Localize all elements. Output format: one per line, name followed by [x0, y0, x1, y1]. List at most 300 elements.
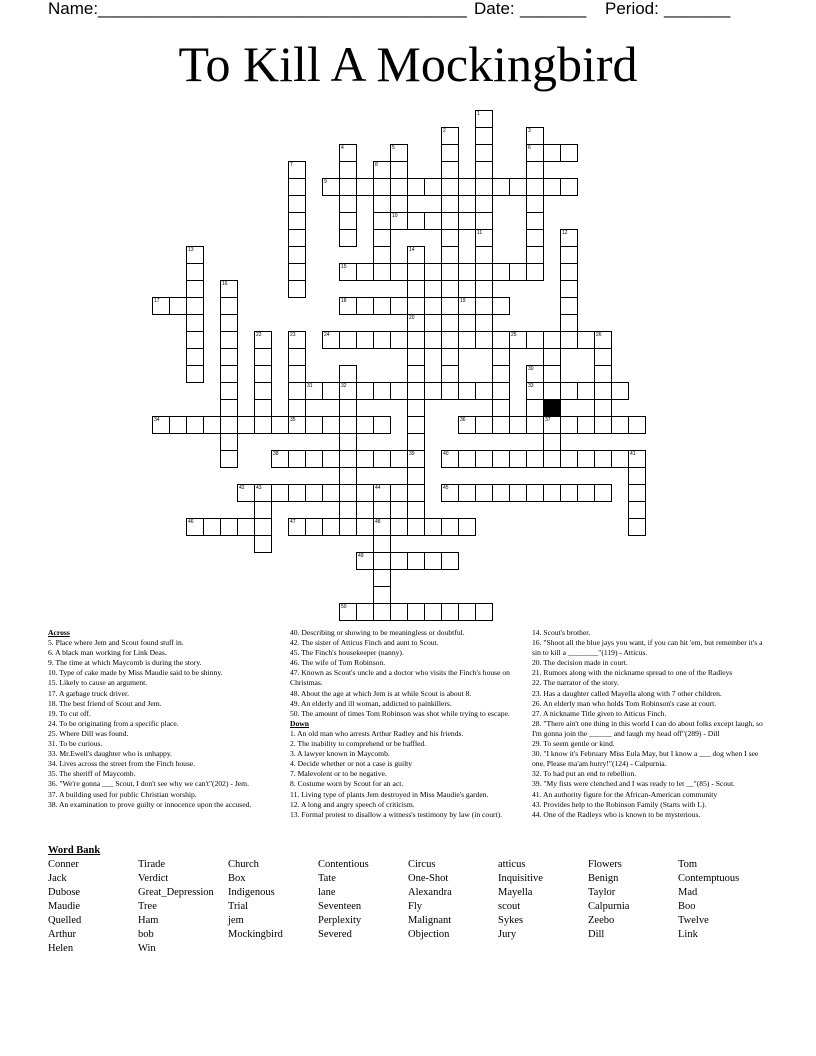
- crossword-cell[interactable]: [373, 246, 391, 264]
- crossword-cell[interactable]: [424, 263, 442, 281]
- crossword-cell[interactable]: [526, 263, 544, 281]
- crossword-cell[interactable]: [339, 450, 357, 468]
- crossword-cell[interactable]: [441, 195, 459, 213]
- crossword-cell[interactable]: [509, 263, 527, 281]
- crossword-cell[interactable]: [186, 263, 204, 281]
- crossword-cell[interactable]: [288, 212, 306, 230]
- crossword-cell[interactable]: [492, 297, 510, 315]
- crossword-cell[interactable]: [594, 450, 612, 468]
- crossword-cell[interactable]: [560, 229, 578, 247]
- crossword-cell[interactable]: [509, 416, 527, 434]
- crossword-cell[interactable]: [526, 382, 544, 400]
- crossword-cell[interactable]: [441, 450, 459, 468]
- crossword-cell[interactable]: [356, 263, 374, 281]
- crossword-cell[interactable]: [339, 161, 357, 179]
- crossword-cell[interactable]: [424, 331, 442, 349]
- crossword-cell[interactable]: [339, 144, 357, 162]
- crossword-cell[interactable]: [339, 416, 357, 434]
- crossword-cell[interactable]: [254, 484, 272, 502]
- crossword-cell[interactable]: [526, 365, 544, 383]
- crossword-cell[interactable]: [424, 518, 442, 536]
- crossword-cell[interactable]: [373, 552, 391, 570]
- crossword-cell[interactable]: [305, 450, 323, 468]
- crossword-cell[interactable]: [390, 552, 408, 570]
- crossword-cell[interactable]: [560, 297, 578, 315]
- crossword-cell[interactable]: [288, 195, 306, 213]
- crossword-cell[interactable]: [373, 382, 391, 400]
- crossword-cell[interactable]: [526, 484, 544, 502]
- crossword-cell[interactable]: [628, 501, 646, 519]
- crossword-cell[interactable]: [526, 144, 544, 162]
- crossword-cell[interactable]: [441, 365, 459, 383]
- crossword-cell[interactable]: [458, 603, 476, 621]
- crossword-cell[interactable]: [407, 263, 425, 281]
- crossword-cell[interactable]: [441, 178, 459, 196]
- crossword-cell[interactable]: [288, 518, 306, 536]
- crossword-cell[interactable]: [356, 603, 374, 621]
- crossword-cell[interactable]: [407, 603, 425, 621]
- crossword-cell[interactable]: [543, 365, 561, 383]
- crossword-cell[interactable]: [407, 416, 425, 434]
- crossword-cell[interactable]: [220, 399, 238, 417]
- crossword-cell[interactable]: [152, 297, 170, 315]
- crossword-cell[interactable]: [407, 399, 425, 417]
- crossword-cell[interactable]: [322, 484, 340, 502]
- crossword-cell[interactable]: [526, 331, 544, 349]
- crossword-cell[interactable]: [509, 331, 527, 349]
- crossword-cell[interactable]: [407, 331, 425, 349]
- crossword-cell[interactable]: [339, 484, 357, 502]
- crossword-cell[interactable]: [458, 263, 476, 281]
- crossword-cell[interactable]: [560, 246, 578, 264]
- crossword-cell[interactable]: [220, 450, 238, 468]
- crossword-cell[interactable]: [390, 178, 408, 196]
- crossword-cell[interactable]: [407, 178, 425, 196]
- crossword-cell[interactable]: [271, 484, 289, 502]
- crossword-cell[interactable]: [288, 484, 306, 502]
- crossword-cell[interactable]: [475, 110, 493, 128]
- crossword-cell[interactable]: [254, 399, 272, 417]
- crossword-cell[interactable]: [441, 518, 459, 536]
- crossword-cell[interactable]: [475, 161, 493, 179]
- crossword-cell[interactable]: [441, 484, 459, 502]
- crossword-cell[interactable]: [577, 484, 595, 502]
- crossword-cell[interactable]: [509, 178, 527, 196]
- crossword-cell[interactable]: [407, 212, 425, 230]
- crossword-cell[interactable]: [288, 246, 306, 264]
- crossword-cell[interactable]: [526, 161, 544, 179]
- crossword-cell[interactable]: [628, 484, 646, 502]
- crossword-cell[interactable]: [407, 365, 425, 383]
- crossword-cell[interactable]: [288, 229, 306, 247]
- crossword-cell[interactable]: [424, 297, 442, 315]
- crossword-cell[interactable]: [475, 195, 493, 213]
- crossword-cell[interactable]: [475, 416, 493, 434]
- crossword-cell[interactable]: [560, 382, 578, 400]
- crossword-cell[interactable]: [322, 331, 340, 349]
- crossword-cell[interactable]: [594, 382, 612, 400]
- crossword-cell[interactable]: [305, 416, 323, 434]
- crossword-cell[interactable]: [458, 416, 476, 434]
- crossword-cell[interactable]: [356, 484, 374, 502]
- crossword-cell[interactable]: [441, 161, 459, 179]
- crossword-cell[interactable]: [458, 518, 476, 536]
- crossword-cell[interactable]: [407, 433, 425, 451]
- crossword-cell[interactable]: [594, 416, 612, 434]
- crossword-cell[interactable]: [475, 246, 493, 264]
- crossword-cell[interactable]: [492, 399, 510, 417]
- crossword-cell[interactable]: [407, 467, 425, 485]
- crossword-cell[interactable]: [339, 365, 357, 383]
- crossword-cell[interactable]: [458, 450, 476, 468]
- crossword-cell[interactable]: [220, 314, 238, 332]
- crossword-cell[interactable]: [441, 331, 459, 349]
- crossword-cell[interactable]: [186, 331, 204, 349]
- crossword-cell[interactable]: [577, 450, 595, 468]
- crossword-cell[interactable]: [254, 365, 272, 383]
- crossword-cell[interactable]: [407, 450, 425, 468]
- crossword-cell[interactable]: [288, 178, 306, 196]
- crossword-cell[interactable]: [594, 365, 612, 383]
- crossword-cell[interactable]: [407, 518, 425, 536]
- crossword-cell[interactable]: [560, 331, 578, 349]
- crossword-cell[interactable]: [407, 297, 425, 315]
- crossword-cell[interactable]: [475, 382, 493, 400]
- crossword-cell[interactable]: [526, 399, 544, 417]
- crossword-cell[interactable]: [441, 229, 459, 247]
- crossword-cell[interactable]: [560, 314, 578, 332]
- crossword-cell[interactable]: [339, 331, 357, 349]
- crossword-cell[interactable]: [441, 314, 459, 332]
- crossword-cell[interactable]: [339, 195, 357, 213]
- crossword-cell[interactable]: [254, 382, 272, 400]
- crossword-cell[interactable]: [373, 178, 391, 196]
- crossword-cell[interactable]: [526, 450, 544, 468]
- crossword-cell[interactable]: [237, 484, 255, 502]
- crossword-cell[interactable]: [475, 212, 493, 230]
- crossword-cell[interactable]: [390, 161, 408, 179]
- crossword-cell[interactable]: [339, 229, 357, 247]
- crossword-cell[interactable]: [407, 246, 425, 264]
- crossword-cell[interactable]: [594, 484, 612, 502]
- crossword-cell[interactable]: [543, 433, 561, 451]
- crossword-cell[interactable]: [288, 382, 306, 400]
- crossword-cell[interactable]: [526, 178, 544, 196]
- crossword-cell[interactable]: [373, 416, 391, 434]
- crossword-cell[interactable]: [543, 382, 561, 400]
- crossword-cell[interactable]: [220, 280, 238, 298]
- crossword-cell[interactable]: [373, 331, 391, 349]
- crossword-cell[interactable]: [356, 552, 374, 570]
- crossword-cell[interactable]: [373, 603, 391, 621]
- crossword-cell[interactable]: [186, 348, 204, 366]
- crossword-cell[interactable]: [254, 348, 272, 366]
- crossword-cell[interactable]: [441, 144, 459, 162]
- crossword-cell[interactable]: [254, 501, 272, 519]
- crossword-cell[interactable]: [424, 552, 442, 570]
- crossword-cell[interactable]: [628, 416, 646, 434]
- crossword-cell[interactable]: [373, 501, 391, 519]
- crossword-cell[interactable]: [186, 314, 204, 332]
- crossword-cell[interactable]: [339, 399, 357, 417]
- crossword-cell[interactable]: [526, 416, 544, 434]
- crossword-cell[interactable]: [475, 229, 493, 247]
- crossword-cell[interactable]: [458, 382, 476, 400]
- crossword-cell[interactable]: [492, 484, 510, 502]
- crossword-cell[interactable]: [339, 501, 357, 519]
- crossword-cell[interactable]: [475, 331, 493, 349]
- crossword-cell[interactable]: [611, 382, 629, 400]
- crossword-cell[interactable]: [560, 178, 578, 196]
- crossword-cell[interactable]: [305, 382, 323, 400]
- crossword-cell[interactable]: [288, 348, 306, 366]
- crossword-cell[interactable]: [373, 161, 391, 179]
- crossword-cell[interactable]: [373, 518, 391, 536]
- crossword-cell[interactable]: [492, 331, 510, 349]
- crossword-cell[interactable]: [186, 416, 204, 434]
- crossword-cell[interactable]: [220, 365, 238, 383]
- crossword-cell[interactable]: [407, 280, 425, 298]
- crossword-cell[interactable]: [407, 382, 425, 400]
- crossword-cell[interactable]: [407, 348, 425, 366]
- crossword-cell[interactable]: [560, 263, 578, 281]
- crossword-cell[interactable]: [373, 484, 391, 502]
- crossword-cell[interactable]: [577, 416, 595, 434]
- crossword-cell[interactable]: [220, 382, 238, 400]
- crossword-cell[interactable]: [169, 416, 187, 434]
- crossword-cell[interactable]: [424, 382, 442, 400]
- crossword-cell[interactable]: [407, 552, 425, 570]
- crossword-cell[interactable]: [407, 484, 425, 502]
- crossword-cell[interactable]: [271, 450, 289, 468]
- crossword-cell[interactable]: [458, 212, 476, 230]
- crossword-cell[interactable]: [560, 280, 578, 298]
- crossword-cell[interactable]: [356, 382, 374, 400]
- crossword-cell[interactable]: [390, 331, 408, 349]
- crossword-cell[interactable]: [560, 144, 578, 162]
- crossword-cell[interactable]: [288, 399, 306, 417]
- crossword-cell[interactable]: [543, 178, 561, 196]
- crossword-cell[interactable]: [492, 263, 510, 281]
- crossword-cell[interactable]: [526, 229, 544, 247]
- crossword-cell[interactable]: [356, 416, 374, 434]
- crossword-cell[interactable]: [220, 297, 238, 315]
- crossword-cell[interactable]: [203, 416, 221, 434]
- crossword-cell[interactable]: [543, 416, 561, 434]
- crossword-cell[interactable]: [390, 450, 408, 468]
- crossword-cell[interactable]: [322, 416, 340, 434]
- crossword-cell[interactable]: [390, 518, 408, 536]
- crossword-cell[interactable]: [339, 297, 357, 315]
- crossword-cell[interactable]: [424, 178, 442, 196]
- crossword-cell[interactable]: [458, 331, 476, 349]
- crossword-cell[interactable]: [254, 535, 272, 553]
- crossword-cell[interactable]: [237, 518, 255, 536]
- crossword-cell[interactable]: [390, 382, 408, 400]
- crossword-cell[interactable]: [288, 161, 306, 179]
- crossword-cell[interactable]: [356, 450, 374, 468]
- crossword-cell[interactable]: [339, 178, 357, 196]
- crossword-cell[interactable]: [305, 484, 323, 502]
- crossword-cell[interactable]: [203, 518, 221, 536]
- date-line[interactable]: _______: [520, 0, 587, 18]
- crossword-cell[interactable]: [475, 280, 493, 298]
- crossword-cell[interactable]: [373, 212, 391, 230]
- crossword-cell[interactable]: [543, 144, 561, 162]
- crossword-cell[interactable]: [339, 382, 357, 400]
- crossword-cell[interactable]: [526, 195, 544, 213]
- crossword-cell[interactable]: [288, 450, 306, 468]
- crossword-cell[interactable]: [220, 518, 238, 536]
- crossword-cell[interactable]: [628, 467, 646, 485]
- name-line[interactable]: _______________________________________: [98, 0, 467, 18]
- crossword-cell[interactable]: [373, 263, 391, 281]
- crossword-cell[interactable]: [475, 144, 493, 162]
- crossword-cell[interactable]: [356, 518, 374, 536]
- crossword-cell[interactable]: [543, 348, 561, 366]
- crossword-cell[interactable]: [441, 552, 459, 570]
- crossword-cell[interactable]: [373, 229, 391, 247]
- crossword-cell[interactable]: [288, 416, 306, 434]
- crossword-cell[interactable]: [441, 603, 459, 621]
- crossword-cell[interactable]: [322, 382, 340, 400]
- crossword-cell[interactable]: [288, 331, 306, 349]
- crossword-cell[interactable]: [254, 518, 272, 536]
- crossword-cell[interactable]: [186, 518, 204, 536]
- crossword-cell[interactable]: [492, 382, 510, 400]
- crossword-cell[interactable]: [526, 246, 544, 264]
- crossword-cell[interactable]: [560, 450, 578, 468]
- crossword-cell[interactable]: [288, 365, 306, 383]
- crossword-cell[interactable]: [186, 280, 204, 298]
- crossword-cell[interactable]: [322, 518, 340, 536]
- crossword-cell[interactable]: [424, 212, 442, 230]
- crossword-cell[interactable]: [458, 297, 476, 315]
- crossword-cell[interactable]: [356, 297, 374, 315]
- crossword-cell[interactable]: [475, 314, 493, 332]
- crossword-cell[interactable]: [339, 263, 357, 281]
- crossword-cell[interactable]: [373, 297, 391, 315]
- crossword-cell[interactable]: [492, 416, 510, 434]
- crossword-cell[interactable]: [458, 484, 476, 502]
- crossword-cell[interactable]: [441, 212, 459, 230]
- crossword-cell[interactable]: [560, 484, 578, 502]
- crossword-cell[interactable]: [220, 416, 238, 434]
- crossword-cell[interactable]: [560, 416, 578, 434]
- crossword-cell[interactable]: [390, 484, 408, 502]
- crossword-cell[interactable]: [356, 178, 374, 196]
- crossword-cell[interactable]: [577, 382, 595, 400]
- crossword-cell[interactable]: [492, 348, 510, 366]
- crossword-cell[interactable]: [390, 263, 408, 281]
- crossword-cell[interactable]: [322, 450, 340, 468]
- crossword-cell[interactable]: [475, 127, 493, 145]
- crossword-cell[interactable]: [628, 450, 646, 468]
- crossword-cell[interactable]: [441, 263, 459, 281]
- crossword-cell[interactable]: [220, 433, 238, 451]
- crossword-cell[interactable]: [475, 178, 493, 196]
- crossword-cell[interactable]: [509, 450, 527, 468]
- crossword-cell[interactable]: [492, 365, 510, 383]
- crossword-cell[interactable]: [543, 450, 561, 468]
- crossword-cell[interactable]: [441, 348, 459, 366]
- crossword-cell[interactable]: [220, 331, 238, 349]
- crossword-cell[interactable]: [186, 365, 204, 383]
- crossword-cell[interactable]: [152, 416, 170, 434]
- crossword-cell[interactable]: [441, 280, 459, 298]
- crossword-cell[interactable]: [373, 586, 391, 604]
- crossword-cell[interactable]: [390, 195, 408, 213]
- crossword-cell[interactable]: [373, 535, 391, 553]
- crossword-cell[interactable]: [492, 450, 510, 468]
- crossword-cell[interactable]: [339, 518, 357, 536]
- crossword-cell[interactable]: [424, 603, 442, 621]
- crossword-cell[interactable]: [475, 263, 493, 281]
- crossword-cell[interactable]: [594, 399, 612, 417]
- crossword-cell[interactable]: [492, 178, 510, 196]
- crossword-cell[interactable]: [390, 297, 408, 315]
- crossword-cell[interactable]: [220, 348, 238, 366]
- crossword-cell[interactable]: [390, 603, 408, 621]
- crossword-cell[interactable]: [373, 450, 391, 468]
- crossword-cell[interactable]: [441, 246, 459, 264]
- crossword-cell[interactable]: [169, 297, 187, 315]
- crossword-cell[interactable]: [322, 178, 340, 196]
- crossword-cell[interactable]: [339, 212, 357, 230]
- crossword-cell[interactable]: [611, 416, 629, 434]
- crossword-cell[interactable]: [526, 212, 544, 230]
- crossword-cell[interactable]: [509, 484, 527, 502]
- crossword-cell[interactable]: [475, 450, 493, 468]
- crossword-cell[interactable]: [339, 433, 357, 451]
- crossword-cell[interactable]: [628, 518, 646, 536]
- crossword-cell[interactable]: [356, 331, 374, 349]
- crossword-cell[interactable]: [390, 212, 408, 230]
- crossword-cell[interactable]: [407, 314, 425, 332]
- crossword-cell[interactable]: [339, 467, 357, 485]
- crossword-cell[interactable]: [458, 178, 476, 196]
- crossword-cell[interactable]: [543, 331, 561, 349]
- crossword-cell[interactable]: [526, 127, 544, 145]
- crossword-cell[interactable]: [373, 569, 391, 587]
- crossword-cell[interactable]: [390, 144, 408, 162]
- crossword-cell[interactable]: [475, 297, 493, 315]
- crossword-cell[interactable]: [186, 246, 204, 264]
- crossword-cell[interactable]: [475, 603, 493, 621]
- crossword-cell[interactable]: [441, 297, 459, 315]
- crossword-cell[interactable]: [543, 484, 561, 502]
- crossword-cell[interactable]: [594, 348, 612, 366]
- crossword-cell[interactable]: [441, 127, 459, 145]
- crossword-cell[interactable]: [271, 416, 289, 434]
- crossword-cell[interactable]: [237, 416, 255, 434]
- crossword-cell[interactable]: [594, 331, 612, 349]
- crossword-cell[interactable]: [305, 518, 323, 536]
- crossword-cell[interactable]: [186, 297, 204, 315]
- crossword-cell[interactable]: [441, 382, 459, 400]
- crossword-cell[interactable]: [288, 280, 306, 298]
- crossword-cell[interactable]: [373, 195, 391, 213]
- crossword-cell[interactable]: [577, 331, 595, 349]
- crossword-cell[interactable]: [339, 603, 357, 621]
- period-line[interactable]: _______: [664, 0, 731, 18]
- crossword-cell[interactable]: [254, 331, 272, 349]
- crossword-cell[interactable]: [611, 450, 629, 468]
- crossword-cell[interactable]: [288, 263, 306, 281]
- crossword-cell[interactable]: [254, 416, 272, 434]
- crossword-cell[interactable]: [475, 484, 493, 502]
- crossword-cell[interactable]: [407, 501, 425, 519]
